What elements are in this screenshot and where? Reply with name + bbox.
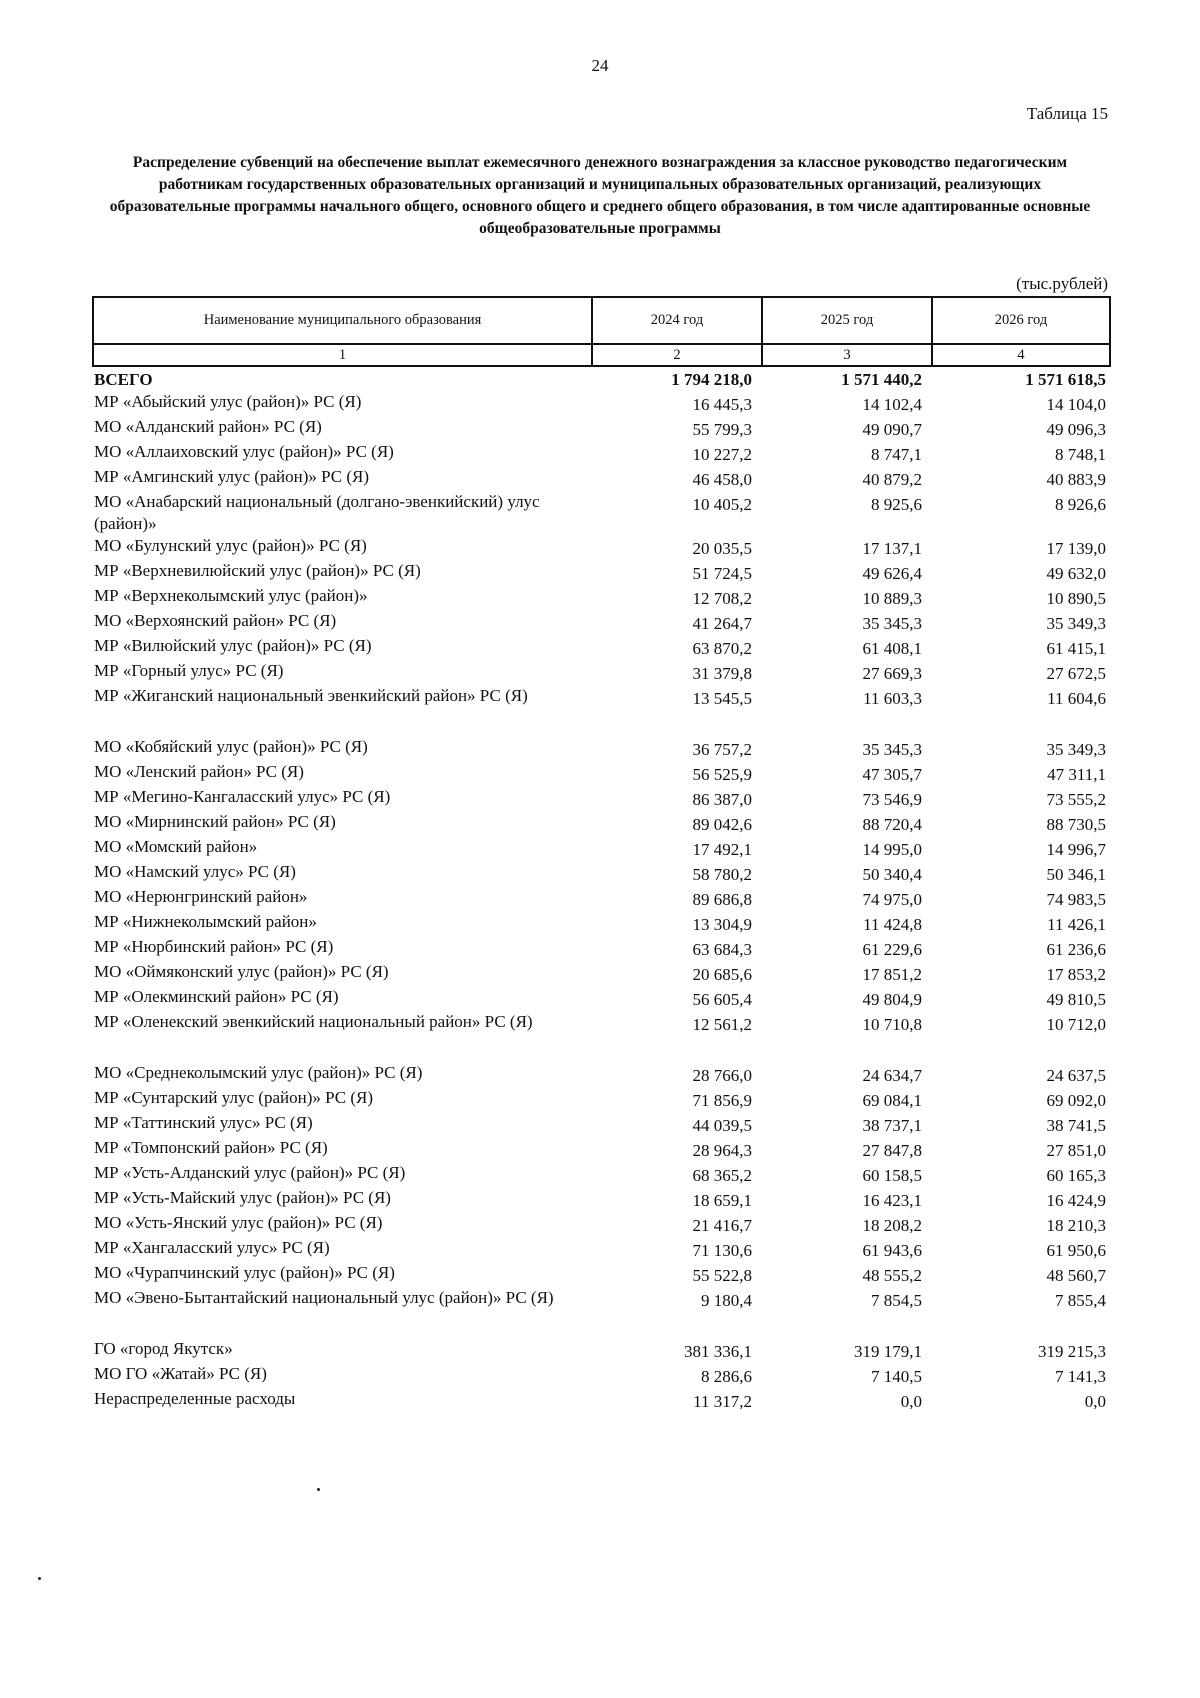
municipality-name: Нераспределенные расходы	[94, 1389, 296, 1408]
spacer-cell	[93, 1312, 1110, 1338]
value-2026: 24 637,5	[1046, 1066, 1106, 1085]
value-2026: 10 890,5	[1046, 589, 1106, 608]
table-row	[93, 1137, 1110, 1162]
header-row	[93, 297, 1110, 344]
value-2025: 8 925,6	[871, 495, 922, 514]
column-number: 3	[762, 344, 932, 366]
value-2024: 55 799,3	[692, 420, 752, 439]
value-2026: 16 424,9	[1046, 1191, 1106, 1210]
value-2026: 35 349,3	[1046, 614, 1106, 633]
table-row	[93, 685, 1110, 710]
value-2024: 56 605,4	[692, 990, 752, 1009]
municipality-name: МР «Таттинский улус» РС (Я)	[94, 1113, 313, 1132]
value-2025: 18 208,2	[862, 1216, 922, 1235]
municipality-name: МО «Среднеколымский улус (район)» РС (Я)	[94, 1063, 423, 1082]
value-2025: 49 804,9	[862, 990, 922, 1009]
header-municipality: Наименование муниципального образования	[93, 297, 592, 344]
value-2024: 16 445,3	[692, 395, 752, 414]
total-row	[93, 366, 1110, 391]
table-row	[93, 761, 1110, 786]
value-2024: 18 659,1	[692, 1191, 752, 1210]
municipality-name: ВСЕГО	[94, 370, 153, 389]
municipality-name: МР «Томпонский район» РС (Я)	[94, 1138, 328, 1157]
table-row	[93, 786, 1110, 811]
value-2026: 8 926,6	[1055, 495, 1106, 514]
value-2024: 17 492,1	[692, 840, 752, 859]
value-2026: 48 560,7	[1046, 1266, 1106, 1285]
municipality-name: МР «Амгинский улус (район)» РС (Я)	[94, 467, 370, 486]
table-row	[93, 635, 1110, 660]
table-row	[93, 1363, 1110, 1388]
value-2026: 0,0	[1084, 1392, 1106, 1411]
column-number: 4	[932, 344, 1110, 366]
value-2025: 11 603,3	[863, 689, 922, 708]
municipality-name: МО «Усть-Янский улус (район)» РС (Я)	[94, 1213, 383, 1232]
table-row	[93, 1112, 1110, 1137]
municipality-name: МО «Нерюнгринский район»	[94, 887, 308, 906]
table-row	[93, 1087, 1110, 1112]
value-2025: 17 137,1	[862, 539, 922, 558]
value-2024: 44 039,5	[692, 1116, 752, 1135]
municipality-name: МР «Верхневилюйский улус (район)» РС (Я)	[94, 561, 421, 580]
value-2026: 38 741,5	[1046, 1116, 1106, 1135]
scan-speck	[38, 1577, 41, 1580]
municipality-name: МР «Горный улус» РС (Я)	[94, 661, 284, 680]
value-2024: 381 336,1	[684, 1342, 752, 1361]
value-2026: 14 996,7	[1046, 840, 1106, 859]
municipality-name: ГО «город Якутск»	[94, 1339, 233, 1358]
header-2024: 2024 год	[592, 297, 762, 344]
value-2024: 9 180,4	[701, 1291, 752, 1310]
municipality-name: МО «Намский улус» РС (Я)	[94, 862, 296, 881]
value-2026: 17 139,0	[1046, 539, 1106, 558]
value-2026: 40 883,9	[1046, 470, 1106, 489]
value-2026: 10 712,0	[1046, 1015, 1106, 1034]
value-2025: 27 847,8	[862, 1141, 922, 1160]
value-2024: 13 545,5	[692, 689, 752, 708]
value-2025: 69 084,1	[862, 1091, 922, 1110]
municipality-name: МР «Олекминский район» РС (Я)	[94, 987, 339, 1006]
value-2024: 58 780,2	[692, 865, 752, 884]
column-number-row	[93, 344, 1110, 366]
table-row	[93, 416, 1110, 441]
municipality-name: МР «Вилюйский улус (район)» РС (Я)	[94, 636, 372, 655]
value-2025: 8 747,1	[871, 445, 922, 464]
municipality-name: МО «Анабарский национальный (долгано-эвенкийский) улус (район)»	[94, 492, 540, 533]
subsidy-table	[92, 296, 1111, 1413]
value-2026: 14 104,0	[1046, 395, 1106, 414]
value-2024: 21 416,7	[692, 1216, 752, 1235]
value-2025: 73 546,9	[862, 790, 922, 809]
value-2024: 10 227,2	[692, 445, 752, 464]
value-2026: 27 672,5	[1046, 664, 1106, 683]
table-row	[93, 886, 1110, 911]
municipality-name: МР «Хангаласский улус» РС (Я)	[94, 1238, 330, 1257]
value-2025: 48 555,2	[862, 1266, 922, 1285]
value-2024: 63 684,3	[692, 940, 752, 959]
units-label: (тыс.рублей)	[1016, 274, 1108, 293]
table-row	[93, 466, 1110, 491]
value-2024: 36 757,2	[692, 740, 752, 759]
value-2024: 12 561,2	[692, 1015, 752, 1034]
value-2026: 61 950,6	[1046, 1241, 1106, 1260]
value-2026: 49 810,5	[1046, 990, 1106, 1009]
page-number: 24	[591, 56, 609, 75]
value-2025: 49 626,4	[862, 564, 922, 583]
municipality-name: МО «Булунский улус (район)» РС (Я)	[94, 536, 367, 555]
municipality-name: МР «Жиганский национальный эвенкийский район» РС (Я)	[94, 686, 528, 705]
municipality-name: МО «Кобяйский улус (район)» РС (Я)	[94, 737, 368, 756]
table-row	[93, 441, 1110, 466]
value-2026: 319 215,3	[1038, 1342, 1106, 1361]
table-row	[93, 1262, 1110, 1287]
table-row	[93, 811, 1110, 836]
value-2025: 61 943,6	[862, 1241, 922, 1260]
value-2026: 17 853,2	[1046, 965, 1106, 984]
municipality-name: МР «Усть-Алданский улус (район)» РС (Я)	[94, 1163, 406, 1182]
municipality-name: МР «Абыйский улус (район)» РС (Я)	[94, 392, 362, 411]
table-row	[93, 911, 1110, 936]
scan-speck	[317, 1488, 320, 1491]
value-2024: 55 522,8	[692, 1266, 752, 1285]
value-2025: 7 854,5	[871, 1291, 922, 1310]
municipality-name: МР «Нижнеколымский район»	[94, 912, 317, 931]
table-row	[93, 986, 1110, 1011]
table-row	[93, 1237, 1110, 1262]
table-row	[93, 1287, 1110, 1312]
value-2025: 74 975,0	[862, 890, 922, 909]
value-2026: 69 092,0	[1046, 1091, 1106, 1110]
value-2026: 88 730,5	[1046, 815, 1106, 834]
table-row	[93, 736, 1110, 761]
value-2025: 24 634,7	[862, 1066, 922, 1085]
municipality-name: МР «Верхнеколымский улус (район)»	[94, 586, 368, 605]
value-2024: 68 365,2	[692, 1166, 752, 1185]
value-2025: 0,0	[900, 1392, 922, 1411]
value-2024: 31 379,8	[692, 664, 752, 683]
spacer-cell	[93, 1036, 1110, 1062]
municipality-name: МР «Усть-Майский улус (район)» РС (Я)	[94, 1188, 391, 1207]
value-2024: 63 870,2	[692, 639, 752, 658]
table-row	[93, 861, 1110, 886]
table-row	[93, 391, 1110, 416]
table-row	[93, 1011, 1110, 1036]
municipality-name: МО «Верхоянский район» РС (Я)	[94, 611, 337, 630]
table-row	[93, 610, 1110, 635]
municipality-name: МО «Мирнинский район» РС (Я)	[94, 812, 336, 831]
value-2025: 35 345,3	[862, 614, 922, 633]
value-2024: 20 685,6	[692, 965, 752, 984]
value-2025: 11 424,8	[863, 915, 922, 934]
value-2024: 56 525,9	[692, 765, 752, 784]
table-number: Таблица 15	[1026, 104, 1108, 123]
value-2024: 12 708,2	[692, 589, 752, 608]
value-2024: 11 317,2	[693, 1392, 752, 1411]
value-2025: 61 229,6	[862, 940, 922, 959]
value-2025: 35 345,3	[862, 740, 922, 759]
value-2025: 27 669,3	[862, 664, 922, 683]
municipality-name: МО «Оймяконский улус (район)» РС (Я)	[94, 962, 389, 981]
table-row	[93, 836, 1110, 861]
value-2025: 88 720,4	[862, 815, 922, 834]
value-2026: 61 415,1	[1046, 639, 1106, 658]
document-title: Распределение субвенций на обеспечение выплат ежемесячного денежного вознаграждения за классное руководство педагогическим работникам государственных образовательных организаций и муниципальных образовательных организаций, реализующих образовательные программы начального общего, основного общего и среднего общего образования, в том числе адаптированные основные общеобразовательные программы	[109, 154, 1091, 237]
municipality-name: МР «Оленекский эвенкийский национальный район» РС (Я)	[94, 1012, 533, 1031]
value-2024: 71 130,6	[692, 1241, 752, 1260]
table-row	[93, 535, 1110, 560]
value-2024: 8 286,6	[701, 1367, 752, 1386]
value-2024: 71 856,9	[692, 1091, 752, 1110]
value-2024: 10 405,2	[692, 495, 752, 514]
value-2025: 47 305,7	[862, 765, 922, 784]
value-2026: 50 346,1	[1046, 865, 1106, 884]
value-2026: 11 426,1	[1047, 915, 1106, 934]
table-row	[93, 491, 1110, 535]
value-2026: 49 096,3	[1046, 420, 1106, 439]
value-2025: 1 571 440,2	[841, 370, 922, 389]
value-2026: 61 236,6	[1046, 940, 1106, 959]
header-2025: 2025 год	[762, 297, 932, 344]
municipality-name: МО «Чурапчинский улус (район)» РС (Я)	[94, 1263, 395, 1282]
municipality-name: МО «Ленский район» РС (Я)	[94, 762, 304, 781]
value-2024: 89 686,8	[692, 890, 752, 909]
value-2026: 60 165,3	[1046, 1166, 1106, 1185]
value-2026: 47 311,1	[1047, 765, 1106, 784]
value-2025: 319 179,1	[854, 1342, 922, 1361]
municipality-name: МР «Мегино-Кангаласский улус» РС (Я)	[94, 787, 391, 806]
value-2024: 28 766,0	[692, 1066, 752, 1085]
spacer-cell	[93, 710, 1110, 736]
spacer-row	[93, 1036, 1110, 1062]
municipality-name: МО «Момский район»	[94, 837, 258, 856]
table-row	[93, 1212, 1110, 1237]
value-2026: 18 210,3	[1046, 1216, 1106, 1235]
municipality-name: МО «Алданский район» РС (Я)	[94, 417, 322, 436]
table-row	[93, 1162, 1110, 1187]
value-2024: 46 458,0	[692, 470, 752, 489]
value-2026: 7 141,3	[1055, 1367, 1106, 1386]
value-2025: 17 851,2	[862, 965, 922, 984]
value-2024: 86 387,0	[692, 790, 752, 809]
table-body	[93, 366, 1110, 1413]
value-2025: 10 710,8	[862, 1015, 922, 1034]
value-2026: 7 855,4	[1055, 1291, 1106, 1310]
municipality-name: МР «Сунтарский улус (район)» РС (Я)	[94, 1088, 374, 1107]
column-number: 1	[93, 344, 592, 366]
value-2026: 11 604,6	[1047, 689, 1106, 708]
value-2024: 28 964,3	[692, 1141, 752, 1160]
value-2024: 89 042,6	[692, 815, 752, 834]
value-2025: 49 090,7	[862, 420, 922, 439]
column-number: 2	[592, 344, 762, 366]
value-2026: 1 571 618,5	[1025, 370, 1106, 389]
table-row	[93, 936, 1110, 961]
table-row	[93, 961, 1110, 986]
municipality-name: МО «Аллаиховский улус (район)» РС (Я)	[94, 442, 394, 461]
value-2025: 7 140,5	[871, 1367, 922, 1386]
value-2025: 60 158,5	[862, 1166, 922, 1185]
value-2025: 61 408,1	[862, 639, 922, 658]
table-row	[93, 1062, 1110, 1087]
table-row	[93, 585, 1110, 610]
value-2026: 49 632,0	[1046, 564, 1106, 583]
value-2026: 8 748,1	[1055, 445, 1106, 464]
value-2026: 73 555,2	[1046, 790, 1106, 809]
spacer-row	[93, 710, 1110, 736]
municipality-name: МР «Нюрбинский район» РС (Я)	[94, 937, 334, 956]
value-2024: 51 724,5	[692, 564, 752, 583]
table-row	[93, 660, 1110, 685]
value-2024: 20 035,5	[692, 539, 752, 558]
value-2026: 27 851,0	[1046, 1141, 1106, 1160]
table-row	[93, 1187, 1110, 1212]
value-2025: 16 423,1	[862, 1191, 922, 1210]
municipality-name: МО «Эвено-Бытантайский национальный улус (район)» РС (Я)	[94, 1288, 554, 1307]
value-2025: 14 995,0	[862, 840, 922, 859]
spacer-row	[93, 1312, 1110, 1338]
value-2025: 40 879,2	[862, 470, 922, 489]
header-2026: 2026 год	[932, 297, 1110, 344]
value-2025: 38 737,1	[862, 1116, 922, 1135]
table-row	[93, 1338, 1110, 1363]
value-2026: 74 983,5	[1046, 890, 1106, 909]
value-2024: 1 794 218,0	[671, 370, 752, 389]
table-row	[93, 560, 1110, 585]
value-2025: 14 102,4	[862, 395, 922, 414]
value-2026: 35 349,3	[1046, 740, 1106, 759]
value-2025: 10 889,3	[862, 589, 922, 608]
table-row	[93, 1388, 1110, 1413]
value-2024: 13 304,9	[692, 915, 752, 934]
value-2025: 50 340,4	[862, 865, 922, 884]
municipality-name: МО ГО «Жатай» РС (Я)	[94, 1364, 267, 1383]
value-2024: 41 264,7	[692, 614, 752, 633]
